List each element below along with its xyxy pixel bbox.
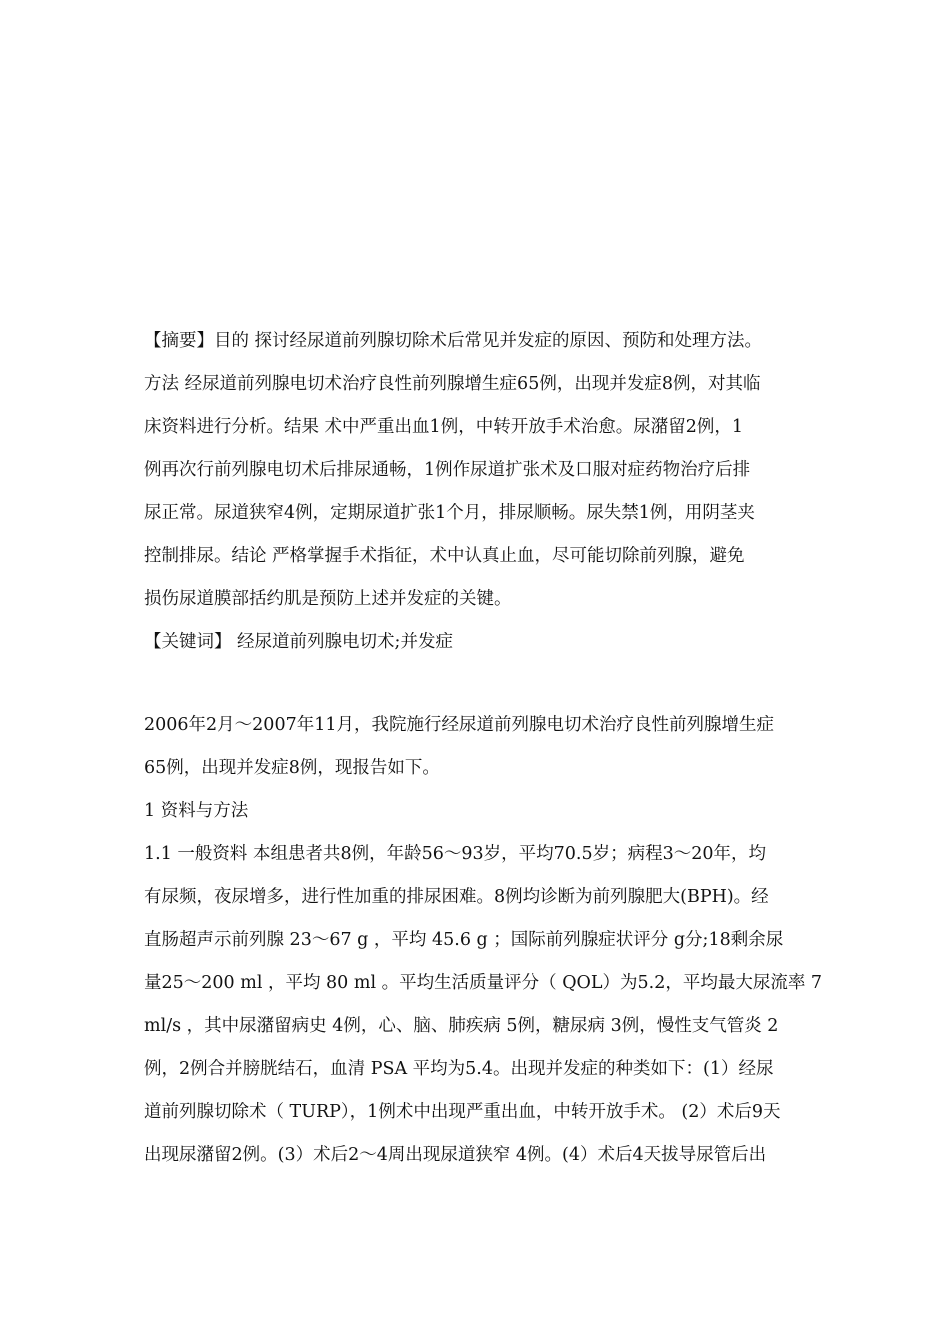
body-line: 量25～200 ml ，平均 80 ml 。平均生活质量评分（ QOL）为5.2，平均最大尿流率 7 [144,973,823,993]
intro-line: 2006年2月～2007年11月，我院施行经尿道前列腺电切术治疗良性前列腺增生症 [144,715,774,735]
abstract-line: 床资料进行分析。结果 术中严重出血1例，中转开放手术治愈。尿潴留2例，1 [144,417,743,437]
keywords: 【关键词】 经尿道前列腺电切术;并发症 [144,632,453,652]
body-line: 道前列腺切除术（ TURP），1例术中出现严重出血，中转开放手术。 (2）术后9天 [144,1102,781,1122]
document-body [144,320,823,1177]
body-line: 1.1 一般资料 本组患者共8例，年龄56～93岁，平均70.5岁；病程3～20年，均 [144,844,766,864]
body-line: 出现尿潴留2例。(3）术后2～4周出现尿道狭窄 4例。(4）术后4天拔导尿管后出 [144,1145,767,1165]
body-line: 有尿频，夜尿增多，进行性加重的排尿困难。8例均诊断为前列腺肥大(BPH)。经 [144,887,769,907]
abstract-line: 损伤尿道膜部括约肌是预防上述并发症的关键。 [144,589,512,609]
intro-line: 65例，出现并发症8例，现报告如下。 [144,758,440,778]
abstract-line: 例再次行前列腺电切术后排尿通畅，1例作尿道扩张术及口服对症药物治疗后排 [144,460,751,480]
body-line: ml/s ，其中尿潴留病史 4例，心、脑、肺疾病 5例，糖尿病 3例，慢性支气管炎 2 [144,1016,779,1036]
abstract-line: 方法 经尿道前列腺电切术治疗良性前列腺增生症65例，出现并发症8例，对其临 [144,374,761,394]
abstract [144,320,814,621]
introduction [144,704,814,790]
section-heading: 1 资料与方法 [144,801,249,821]
body-line: 例，2例合并膀胱结石，血清 PSA 平均为5.4。出现并发症的种类如下：(1）经尿 [144,1059,774,1079]
body-line: 直肠超声示前列腺 23～67 g ，平均 45.6 g ；国际前列腺症状评分 g分;18剩余尿 [144,930,784,950]
section-body [144,833,823,1177]
paragraph-spacer [144,664,814,704]
abstract-line: 【摘要】目的 探讨经尿道前列腺切除术后常见并发症的原因、预防和处理方法。 [144,331,763,351]
abstract-line: 尿正常。尿道狭窄4例，定期尿道扩张1个月，排尿顺畅。尿失禁1例，用阴茎夹 [144,503,755,523]
abstract-line: 控制排尿。结论 严格掌握手术指征，术中认真止血，尽可能切除前列腺，避免 [144,546,745,566]
